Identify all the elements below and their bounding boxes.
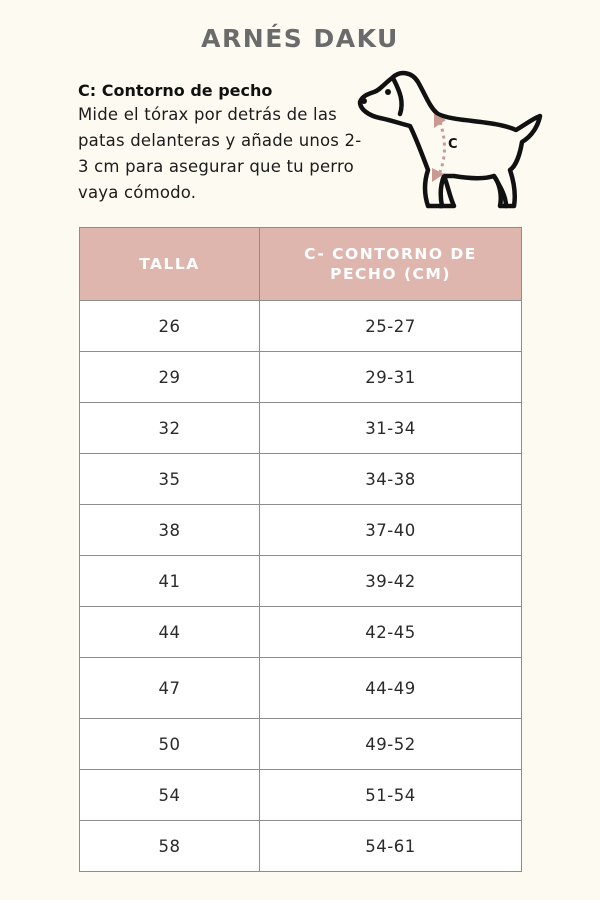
size-cell: 44 [80, 607, 260, 658]
table-row [80, 352, 522, 403]
size-cell: 32 [80, 403, 260, 454]
chest-cell: 51-54 [260, 770, 522, 821]
table-row [80, 821, 522, 872]
dog-outline-icon [354, 62, 550, 216]
size-cell: 35 [80, 454, 260, 505]
chest-cell: 34-38 [260, 454, 522, 505]
column-header-chest: C- CONTORNO DE PECHO (CM) [260, 228, 522, 301]
chest-cell: 29-31 [260, 352, 522, 403]
table-row [80, 505, 522, 556]
size-cell: 54 [80, 770, 260, 821]
size-cell: 26 [80, 301, 260, 352]
chest-cell: 42-45 [260, 607, 522, 658]
size-cell: 50 [80, 719, 260, 770]
chest-cell: 54-61 [260, 821, 522, 872]
size-cell: 29 [80, 352, 260, 403]
table-body [80, 301, 522, 872]
column-header-size: TALLA [80, 228, 260, 301]
size-cell: 41 [80, 556, 260, 607]
chest-cell: 25-27 [260, 301, 522, 352]
intro-body: Mide el tórax por detrás de las patas delanteras y añade unos 2-3 cm para asegurar que tu perro vaya cómodo. [78, 105, 362, 202]
table-header-row [80, 228, 522, 301]
table-row [80, 556, 522, 607]
table-row [80, 607, 522, 658]
intro-heading: C: Contorno de pecho [78, 81, 273, 100]
size-cell: 58 [80, 821, 260, 872]
chest-cell: 39-42 [260, 556, 522, 607]
chest-cell: 44-49 [260, 658, 522, 719]
table-row [80, 719, 522, 770]
intro-section [78, 80, 368, 206]
table-row [80, 301, 522, 352]
chest-cell: 49-52 [260, 719, 522, 770]
page-title: ARNÉS DAKU [201, 24, 399, 53]
table-row [80, 658, 522, 719]
table-row [80, 770, 522, 821]
size-table [79, 227, 522, 872]
harness-label: C [448, 137, 458, 152]
size-cell: 38 [80, 505, 260, 556]
table-row [80, 454, 522, 505]
size-cell: 47 [80, 658, 260, 719]
chest-cell: 37-40 [260, 505, 522, 556]
chest-cell: 31-34 [260, 403, 522, 454]
table-row [80, 403, 522, 454]
